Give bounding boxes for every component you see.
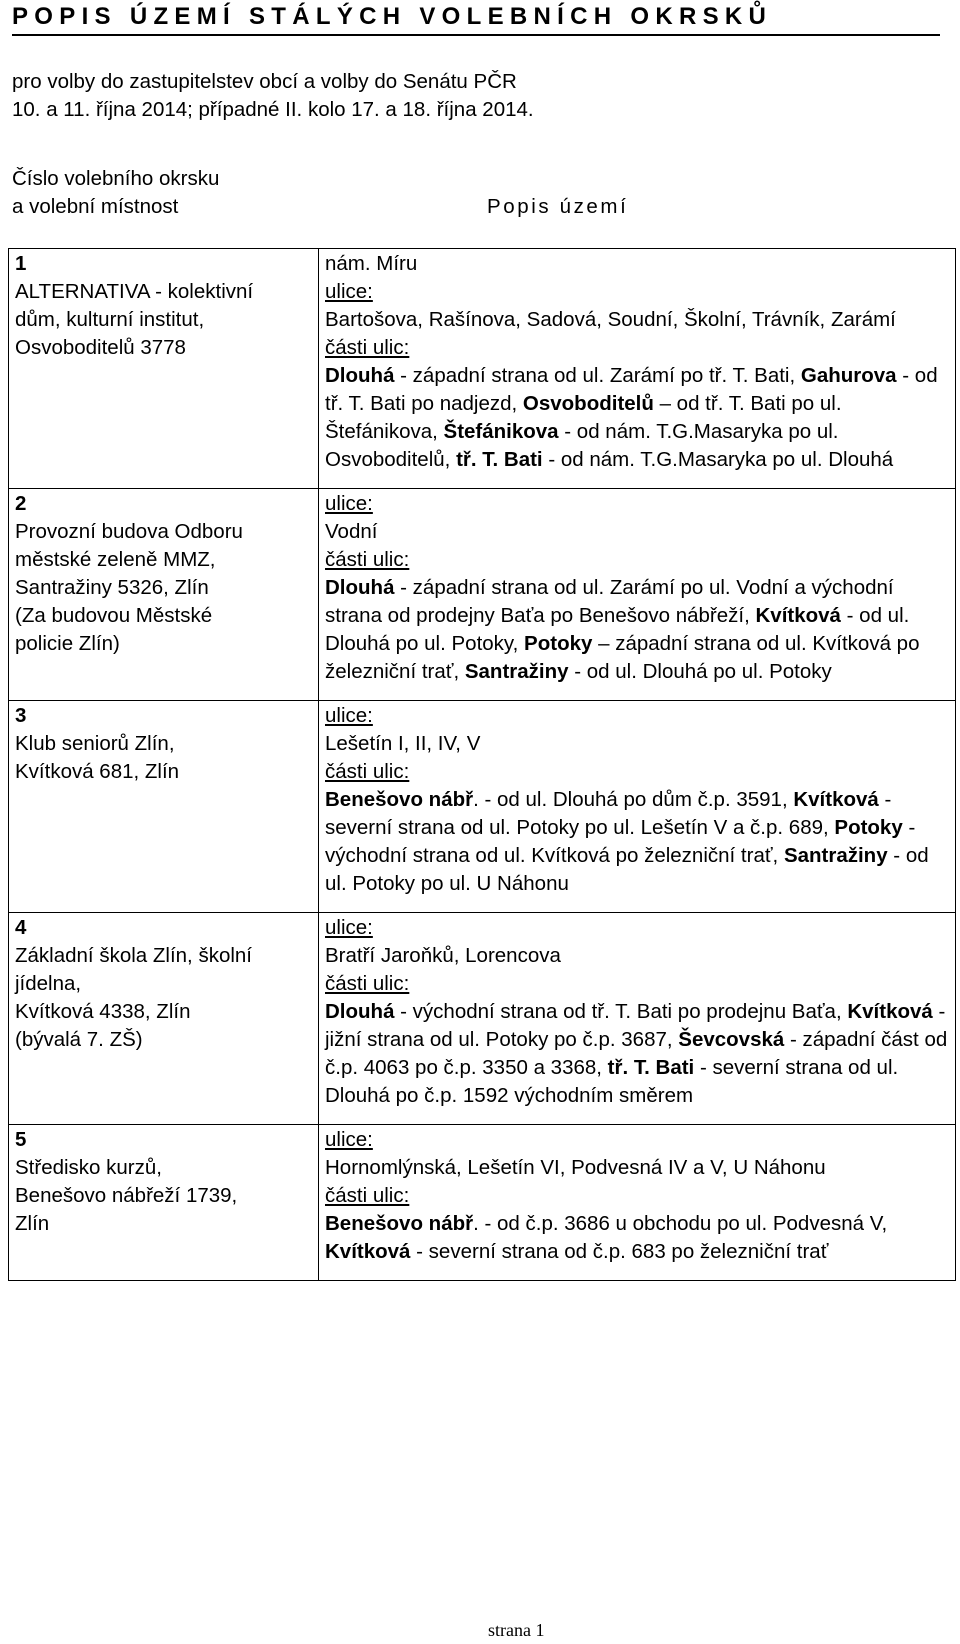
district-place-line: Provozní budova Odboru bbox=[15, 520, 243, 543]
street-part-text: . - od č.p. 3686 u obchodu po ul. Podvesná V, bbox=[473, 1212, 888, 1235]
street-part-name: Kvítková bbox=[755, 604, 841, 627]
street-parts-text bbox=[325, 574, 949, 686]
street-parts-text bbox=[325, 1210, 949, 1266]
street-part-name: Dlouhá bbox=[325, 1000, 395, 1023]
district-place-line: dům, kulturní institut, bbox=[15, 308, 205, 331]
street-part-text: - severní strana od ul. Dlouhá po č.p. 1592 východním směrem bbox=[325, 1056, 899, 1107]
streets-label: ulice: bbox=[325, 1128, 373, 1151]
district-place-line: Klub seniorů Zlín, bbox=[15, 732, 175, 755]
district-place-line: Osvoboditelů 3778 bbox=[15, 336, 186, 359]
street-part-text: – od tř. T. Bati po ul. Štefánikova, bbox=[325, 392, 842, 443]
table-row bbox=[9, 249, 956, 489]
district-number: 1 bbox=[15, 252, 27, 275]
street-part-text: - západní část od č.p. 4063 po č.p. 3350 a 3368, bbox=[325, 1028, 948, 1079]
street-part-name: Dlouhá bbox=[325, 364, 395, 387]
street-part-name: tř. T. Bati bbox=[456, 448, 543, 471]
street-parts-text bbox=[325, 362, 949, 474]
street-parts-label: části ulic: bbox=[325, 760, 410, 783]
district-number: 2 bbox=[15, 492, 27, 515]
street-parts-label: části ulic: bbox=[325, 548, 410, 571]
district-place-line: Středisko kurzů, bbox=[15, 1156, 162, 1179]
street-part-text: - severní strana od ul. Potoky po ul. Lešetín V a č.p. 689, bbox=[325, 788, 892, 839]
district-place-line: (Za budovou Městské bbox=[15, 604, 213, 627]
street-part-text: - od ul. Dlouhá po ul. Potoky bbox=[568, 660, 832, 683]
district-place-line: městské zeleně MMZ, bbox=[15, 548, 216, 571]
area-description-cell bbox=[319, 701, 956, 913]
street-part-text: - západní strana od ul. Zarámí po tř. T. Bati, bbox=[394, 364, 801, 387]
column-header-right: Popis území bbox=[487, 195, 629, 218]
district-cell bbox=[9, 913, 319, 1125]
table-row bbox=[9, 913, 956, 1125]
district-place-line: Santražiny 5326, Zlín bbox=[15, 576, 209, 599]
street-part-name: Potoky bbox=[834, 816, 903, 839]
square-label: nám. Míru bbox=[325, 252, 418, 275]
table-row bbox=[9, 1125, 956, 1281]
street-part-name: tř. T. Bati bbox=[607, 1056, 695, 1079]
street-part-text: - východní strana od tř. T. Bati po prodejnu Baťa, bbox=[394, 1000, 848, 1023]
district-place-line: Základní škola Zlín, školní bbox=[15, 944, 252, 967]
street-part-text: – západní strana od ul. Kvítková po železniční trať, bbox=[325, 632, 920, 683]
subtitle-line-1: pro volby do zastupitelstev obcí a volby do Senátu PČR bbox=[12, 70, 517, 93]
street-part-text: - od nám. T.G.Masaryka po ul. Osvoboditelů, bbox=[325, 420, 839, 471]
area-description-cell bbox=[319, 1125, 956, 1281]
district-number: 5 bbox=[15, 1128, 27, 1151]
district-place-line: Zlín bbox=[15, 1212, 50, 1235]
page-number: strana 1 bbox=[488, 1620, 545, 1640]
street-part-text: - východní strana od ul. Kvítková po železniční trať, bbox=[325, 816, 916, 867]
streets-label: ulice: bbox=[325, 492, 373, 515]
street-part-text: - severní strana od č.p. 683 po železniční trať bbox=[410, 1240, 829, 1263]
district-place-line: Kvítková 681, Zlín bbox=[15, 760, 180, 783]
street-part-name: Kvítková bbox=[847, 1000, 933, 1023]
street-parts-text bbox=[325, 998, 949, 1110]
streets-label: ulice: bbox=[325, 916, 373, 939]
street-part-name: Benešovo nábř bbox=[325, 1212, 474, 1235]
street-part-name: Kvítková bbox=[793, 788, 879, 811]
streets-list: Lešetín I, II, IV, V bbox=[325, 732, 481, 755]
street-part-name: Benešovo nábř bbox=[325, 788, 474, 811]
street-part-text: - od ul. Dlouhá po ul. Potoky, bbox=[325, 604, 910, 655]
street-part-name: Kvítková bbox=[325, 1240, 411, 1263]
district-cell bbox=[9, 1125, 319, 1281]
street-part-text: - západní strana od ul. Zarámí po ul. Vodní a východní strana od prodejny Baťa po Benešovo nábřeží, bbox=[325, 576, 894, 627]
streets-list: Bratří Jaroňků, Lorencova bbox=[325, 944, 561, 967]
column-header-left-line-1: Číslo volebního okrsku bbox=[12, 167, 220, 190]
district-place-line: (bývalá 7. ZŠ) bbox=[15, 1028, 143, 1051]
area-description-cell bbox=[319, 913, 956, 1125]
street-part-text: . - od ul. Dlouhá po dům č.p. 3591, bbox=[473, 788, 794, 811]
streets-label: ulice: bbox=[325, 704, 373, 727]
table-row bbox=[9, 489, 956, 701]
district-place-line: Kvítková 4338, Zlín bbox=[15, 1000, 191, 1023]
street-part-text: - od tř. T. Bati po nadjezd, bbox=[325, 364, 938, 415]
street-part-name: Štefánikova bbox=[443, 420, 559, 443]
street-part-text: - jižní strana od ul. Potoky po č.p. 3687, bbox=[325, 1000, 946, 1051]
column-header-left bbox=[12, 165, 219, 221]
street-part-name: Gahurova bbox=[800, 364, 897, 387]
streets-list: Vodní bbox=[325, 520, 378, 543]
street-part-name: Osvoboditelů bbox=[522, 392, 654, 415]
street-parts-label: části ulic: bbox=[325, 1184, 410, 1207]
street-part-name: Dlouhá bbox=[325, 576, 395, 599]
street-part-text: - od nám. T.G.Masaryka po ul. Dlouhá bbox=[542, 448, 894, 471]
districts-table bbox=[8, 248, 956, 1281]
area-description-cell bbox=[319, 249, 956, 489]
street-parts-label: části ulic: bbox=[325, 336, 410, 359]
street-part-name: Ševcovská bbox=[678, 1028, 785, 1051]
district-number: 3 bbox=[15, 704, 27, 727]
street-part-text: - od ul. Potoky po ul. U Náhonu bbox=[325, 844, 929, 895]
district-place-line: Benešovo nábřeží 1739, bbox=[15, 1184, 238, 1207]
district-cell bbox=[9, 489, 319, 701]
street-part-name: Potoky bbox=[524, 632, 593, 655]
column-header-left-line-2: a volební místnost bbox=[12, 195, 179, 218]
district-number: 4 bbox=[15, 916, 27, 939]
district-cell bbox=[9, 249, 319, 489]
street-parts-text bbox=[325, 786, 949, 898]
document-title: POPIS ÚZEMÍ STÁLÝCH VOLEBNÍCH OKRSKŮ bbox=[12, 2, 940, 36]
district-place-line: jídelna, bbox=[15, 972, 82, 995]
district-place-line: ALTERNATIVA - kolektivní bbox=[15, 280, 254, 303]
streets-list: Bartošova, Rašínova, Sadová, Soudní, Školní, Trávník, Zarámí bbox=[325, 308, 896, 331]
street-part-name: Santražiny bbox=[783, 844, 888, 867]
streets-label: ulice: bbox=[325, 280, 373, 303]
subtitle-line-2: 10. a 11. října 2014; případné II. kolo 17. a 18. října 2014. bbox=[12, 98, 534, 121]
street-part-name: Santražiny bbox=[464, 660, 569, 683]
subtitle bbox=[12, 68, 534, 124]
district-place-line: policie Zlín) bbox=[15, 632, 120, 655]
district-cell bbox=[9, 701, 319, 913]
streets-list: Hornomlýnská, Lešetín VI, Podvesná IV a V, U Náhonu bbox=[325, 1156, 826, 1179]
street-parts-label: části ulic: bbox=[325, 972, 410, 995]
area-description-cell bbox=[319, 489, 956, 701]
table-row bbox=[9, 701, 956, 913]
